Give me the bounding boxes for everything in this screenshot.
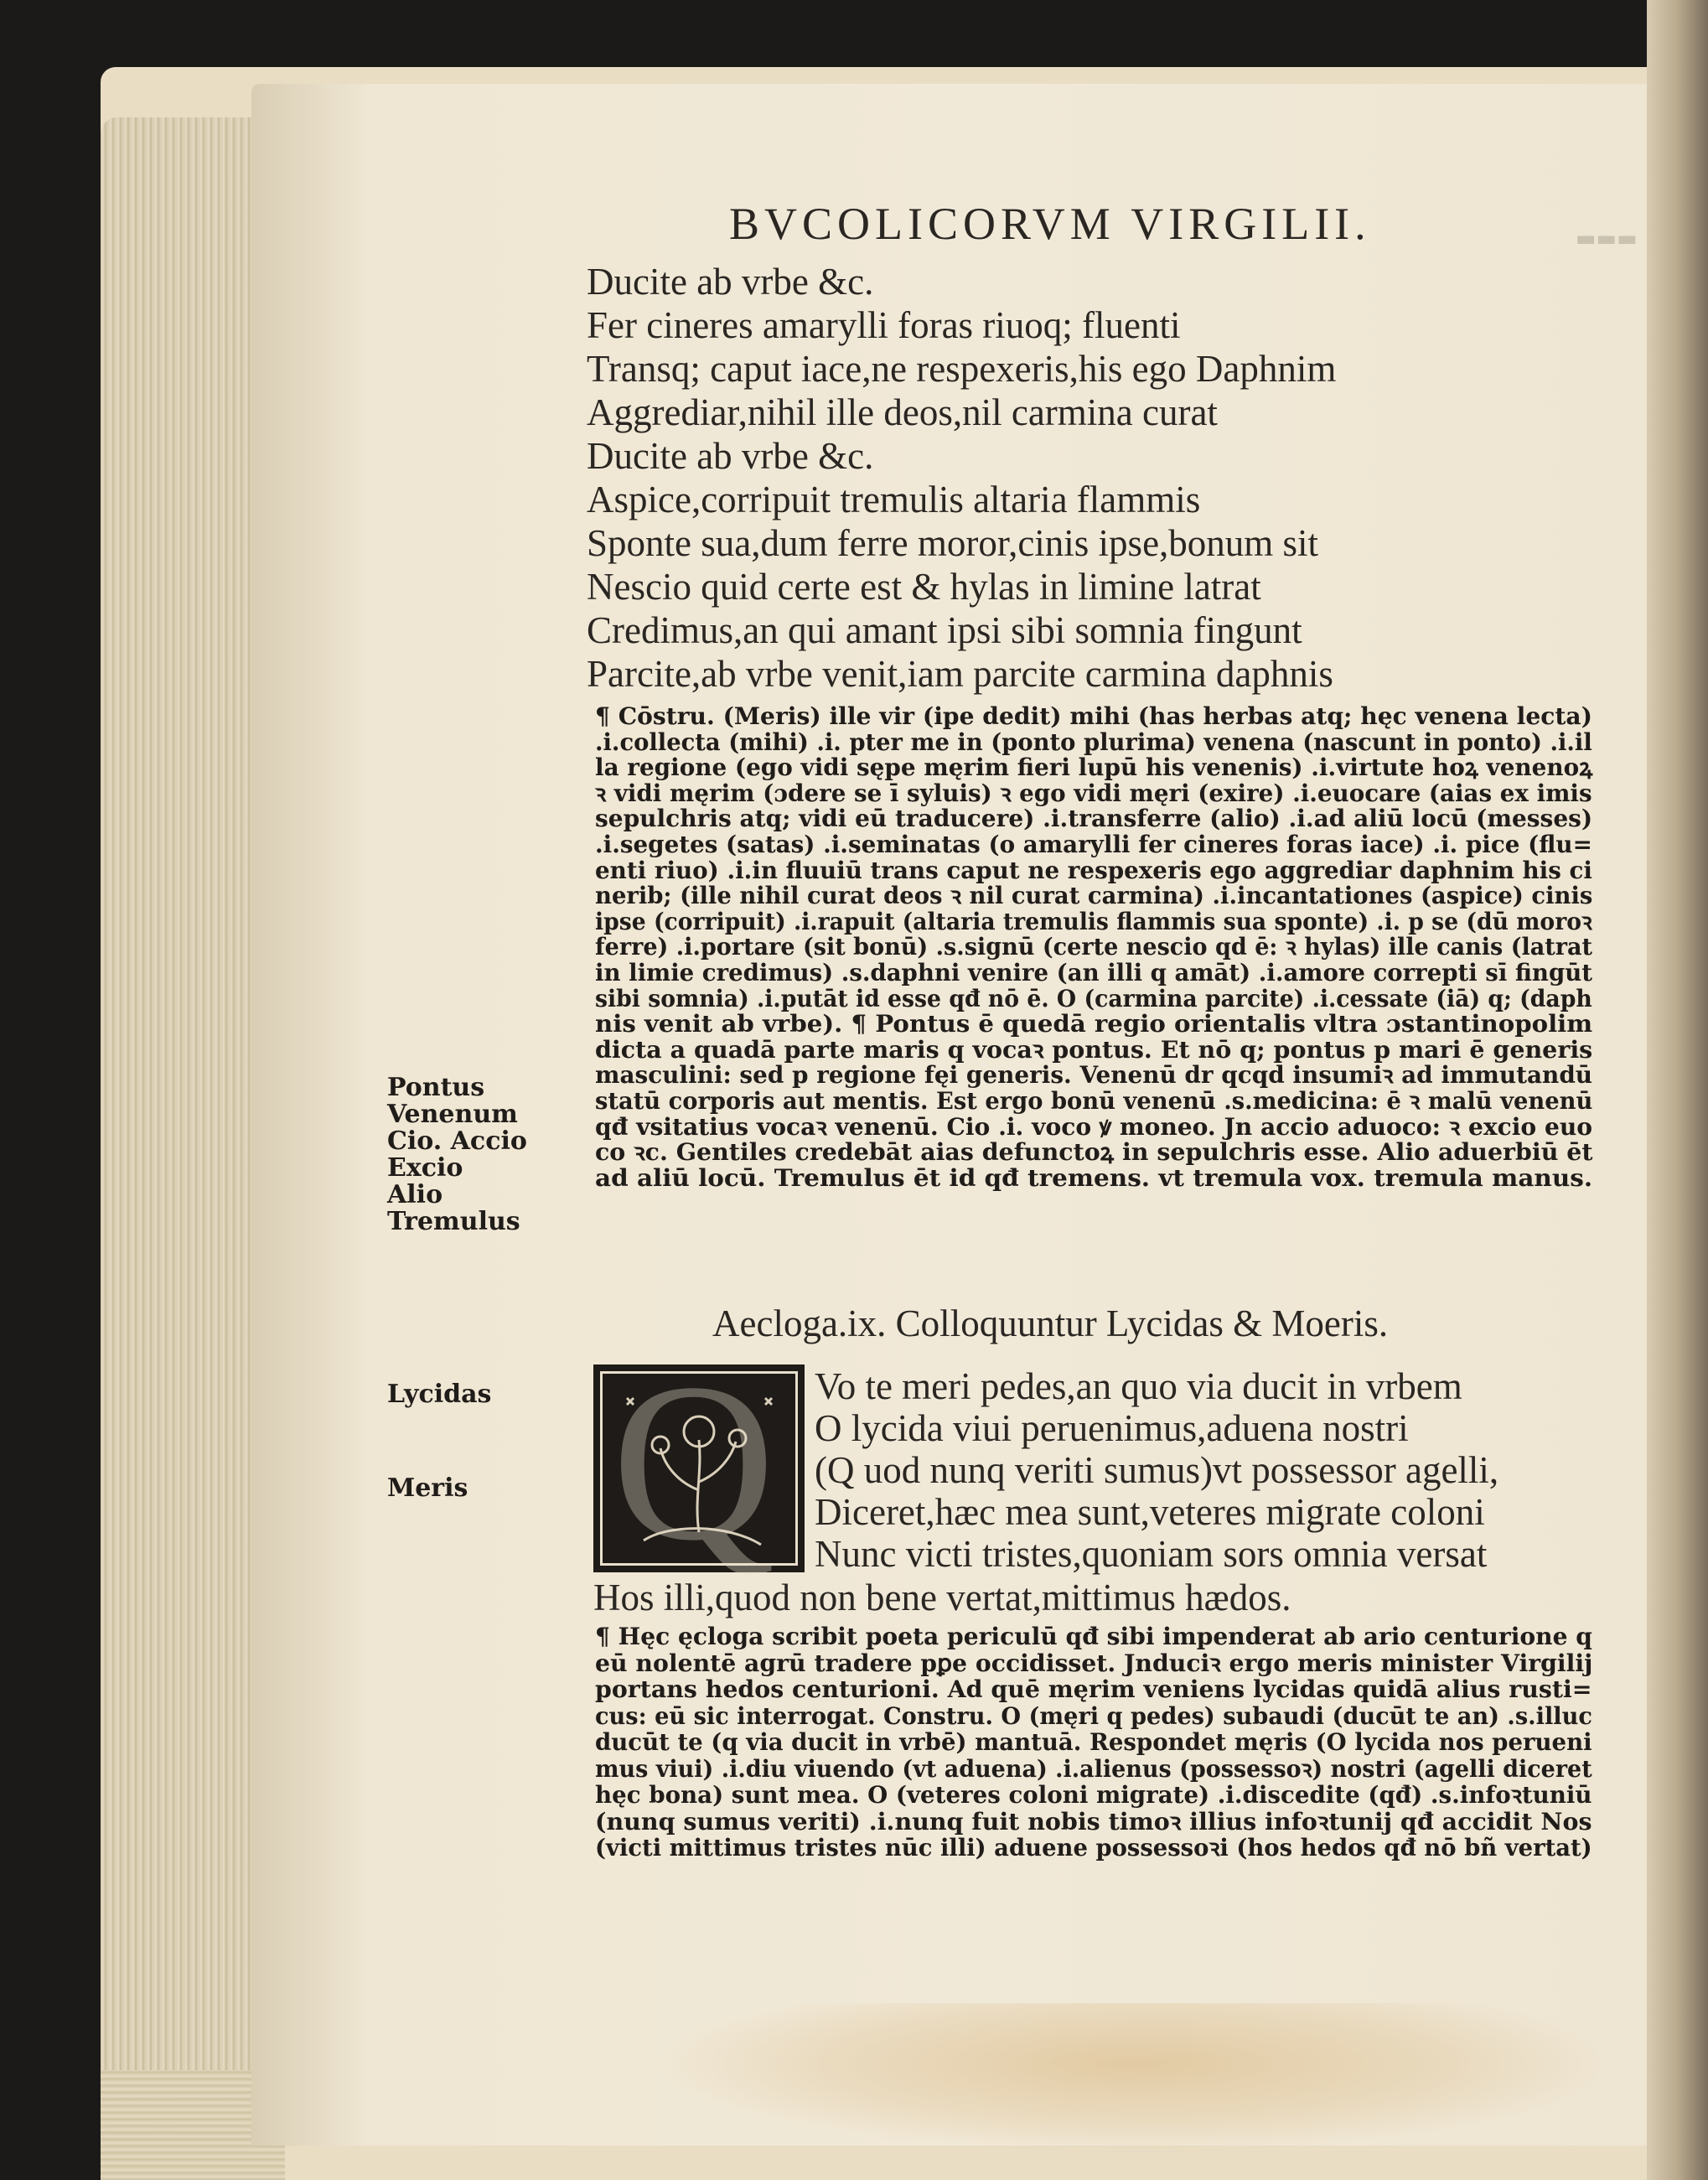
commentary-line: sibi somnia) .i.putāt id esse qđ nō ē. O (carmina parcite) .i.cessate (iā) q; (daph bbox=[595, 984, 1592, 1012]
commentary-line: ipse (corripuit) .i.rapuit (altaria tremulis flammis sua sponte) .i. p se (dū moroꝛ bbox=[595, 907, 1592, 935]
verse-line: Ducite ab vrbe &c. bbox=[587, 261, 874, 303]
water-stain bbox=[654, 2003, 1617, 2154]
verse-line: Diceret,hæc mea sunt,veteres migrate coloni bbox=[815, 1491, 1485, 1533]
verse-line: Credimus,an qui amant ipsi sibi somnia fingunt bbox=[587, 609, 1302, 651]
commentary-line: la regione (ego vidi sępe męrim fieri lupū his venenis) .i.virtute hoꝝ venenoꝝ bbox=[595, 753, 1593, 782]
commentary-line: .i.segetes (satas) .i.seminatas (o amarylli fer cineres foras iace) .i. pice (flu= bbox=[595, 831, 1592, 858]
initial-letter: Q bbox=[612, 1337, 775, 1587]
commentary-line: portans hedos centurioni. Ad quē męrim veniens lycidas quidā alius rusti= bbox=[595, 1675, 1592, 1703]
commentary-line: ꝛ vidi męrim (ɔdere se ī syluis) ꝛ ego vidi męri (exire) .i.euocare (aias ex imis bbox=[595, 779, 1592, 807]
margin-gloss-lycidas: Lycidas bbox=[387, 1380, 492, 1409]
verse-line: Nescio quid certe est & hylas in limine latrat bbox=[587, 566, 1261, 608]
verse-line: Aggrediar,nihil ille deos,nil carmina curat bbox=[587, 391, 1218, 433]
verse-line: Vo te meri pedes,an quo via ducit in vrbem bbox=[815, 1365, 1462, 1407]
margin-glosses-1 bbox=[387, 1074, 527, 1235]
commentary-line: (nunq sumus veriti) .i.nunq fuit nobis timoꝛ illius infoꝛtunij qđ accidit Nos bbox=[595, 1807, 1592, 1836]
commentary-line: enti riuo) .i.in fluuiū trans caput ne respexeris ego aggrediar daphnim his ci bbox=[595, 856, 1592, 884]
gutter-shadow bbox=[1647, 0, 1708, 2180]
commentary-line: nis venit ab vrbe). ¶ Pontus ē quedā regio orientalis vltra ɔstantinopolim bbox=[595, 1010, 1593, 1038]
commentary-line: statū corporis aut mentis. Est ergo bonū venenū .s.medicina: ē ꝛ malū venenū bbox=[595, 1087, 1593, 1115]
commentary-line: cus: eū sic interrogat. Constru. O (męri q pedes) subaudi (ducūt te an) .s.illuc bbox=[595, 1701, 1592, 1730]
page-edges bbox=[101, 117, 268, 2180]
margin-gloss: Alio bbox=[387, 1180, 443, 1209]
margin-gloss: Pontus bbox=[387, 1073, 485, 1102]
margin-gloss: Venenum bbox=[387, 1100, 518, 1129]
verse-line: Parcite,ab vrbe venit,iam parcite carmina daphnis bbox=[587, 653, 1333, 695]
commentary-line: sepulchris atq; vidi eū traducere) .i.transferre (alio) .i.ad aliū locū (messes) bbox=[595, 805, 1593, 833]
commentary-line: eū nolentē agrū tradere pꝑe occidisset. Jnduciꝛ ergo meris minister Virgilij bbox=[595, 1649, 1593, 1677]
commentary-line: .i.collecta (mihi) .i. pter me in (ponto plurima) venena (nascunt in ponto) .i.il bbox=[595, 728, 1592, 756]
margin-gloss-meris: Meris bbox=[387, 1473, 468, 1503]
commentary-line: nerib; (ille nihil curat deos ꝛ nil curat carmina) .i.incantationes (aspice) cinis bbox=[595, 882, 1593, 910]
verse-line: Ducite ab vrbe &c. bbox=[587, 435, 874, 477]
verse-line: Aspice,corripuit tremulis altaria flammis bbox=[587, 479, 1201, 520]
verse-line: Fer cineres amarylli foras riuoq; fluenti bbox=[587, 304, 1181, 346]
commentary-line: dicta a quadā parte maris q vocaꝛ pontus. Et nō q; pontus p mari ē generis bbox=[595, 1035, 1593, 1064]
commentary-line: ¶ Cōstru. (Meris) ille vir (ipe dedit) mihi (has herbas atq; hęc venena lecta) bbox=[595, 702, 1592, 730]
verse-line: Sponte sua,dum ferre moror,cinis ipse,bonum sit bbox=[587, 522, 1319, 564]
verse-line: (Q uod nunq veriti sumus)vt possessor agelli, bbox=[815, 1449, 1499, 1491]
commentary-line: ducūt te (q via ducit in vrbē) mantuā. Respondet męris (O lycida nos perueni bbox=[595, 1728, 1592, 1756]
margin-gloss: Cio. Accio bbox=[387, 1126, 527, 1156]
decorated-initial bbox=[593, 1337, 805, 1587]
verse-line: Transq; caput iace,ne respexeris,his ego Daphnim bbox=[587, 348, 1337, 390]
show-through-text: ▬▬▬ bbox=[1576, 226, 1638, 251]
commentary-line: co ꝛc. Gentiles credebāt aias defunctoꝝ in sepulchris esse. Alio aduerbiū ēt bbox=[595, 1138, 1593, 1167]
verse-line: Nunc victi tristes,quoniam sors omnia versat bbox=[815, 1533, 1488, 1575]
commentary-line: ad aliū locū. Tremulus ēt id qđ tremens. vt tremula vox. tremula manus. bbox=[595, 1163, 1593, 1192]
eclogue-heading: Aecloga.ix. Colloquuntur Lycidas & Moeris. bbox=[712, 1302, 1389, 1344]
commentary-line: mus viui) .i.diu viuendo (vt aduena) .i.alienus (possessoꝛ) nostri (agelli diceret bbox=[595, 1754, 1592, 1783]
commentary-line: in limie credimus) .s.daphni venire (an illi q amāt) .i.amore correpti sī fingūt bbox=[595, 959, 1592, 986]
commentary-line: hęc bona) sunt mea. O (veteres coloni migrate) .i.discedite (qđ) .s.infoꝛtuniū bbox=[595, 1781, 1592, 1809]
running-head: BVCOLICORVM VIRGILII. bbox=[729, 199, 1371, 249]
commentary-line: qđ vsitatius vocaꝛ venenū. Cio .i. voco ꝟ moneo. Jn accio aduoco: ꝛ excio euo bbox=[595, 1112, 1593, 1141]
verse-line: O lycida viui peruenimus,aduena nostri bbox=[815, 1407, 1409, 1449]
commentary-line: (victi mittimus tristes nūc illi) aduene possessoꝛi (hos hedos qđ nō bñ vertat) bbox=[595, 1834, 1592, 1862]
commentary-line: ferre) .i.portare (sit bonū) .s.signū (certe nescio qd ē: ꝛ hylas) ille canis (latrat bbox=[595, 933, 1593, 961]
commentary-line: ¶ Hęc ęcloga scribit poeta periculū qđ sibi impenderat ab ario centurione q bbox=[595, 1623, 1592, 1650]
margin-gloss: Tremulus bbox=[387, 1207, 520, 1236]
verse-line: Hos illi,quod non bene vertat,mittimus hædos. bbox=[593, 1577, 1291, 1618]
commentary-line: masculini: sed p regione fęi generis. Venenū dr qcqd insumiꝛ ad immutandū bbox=[595, 1061, 1593, 1090]
margin-gloss: Excio bbox=[387, 1153, 463, 1183]
